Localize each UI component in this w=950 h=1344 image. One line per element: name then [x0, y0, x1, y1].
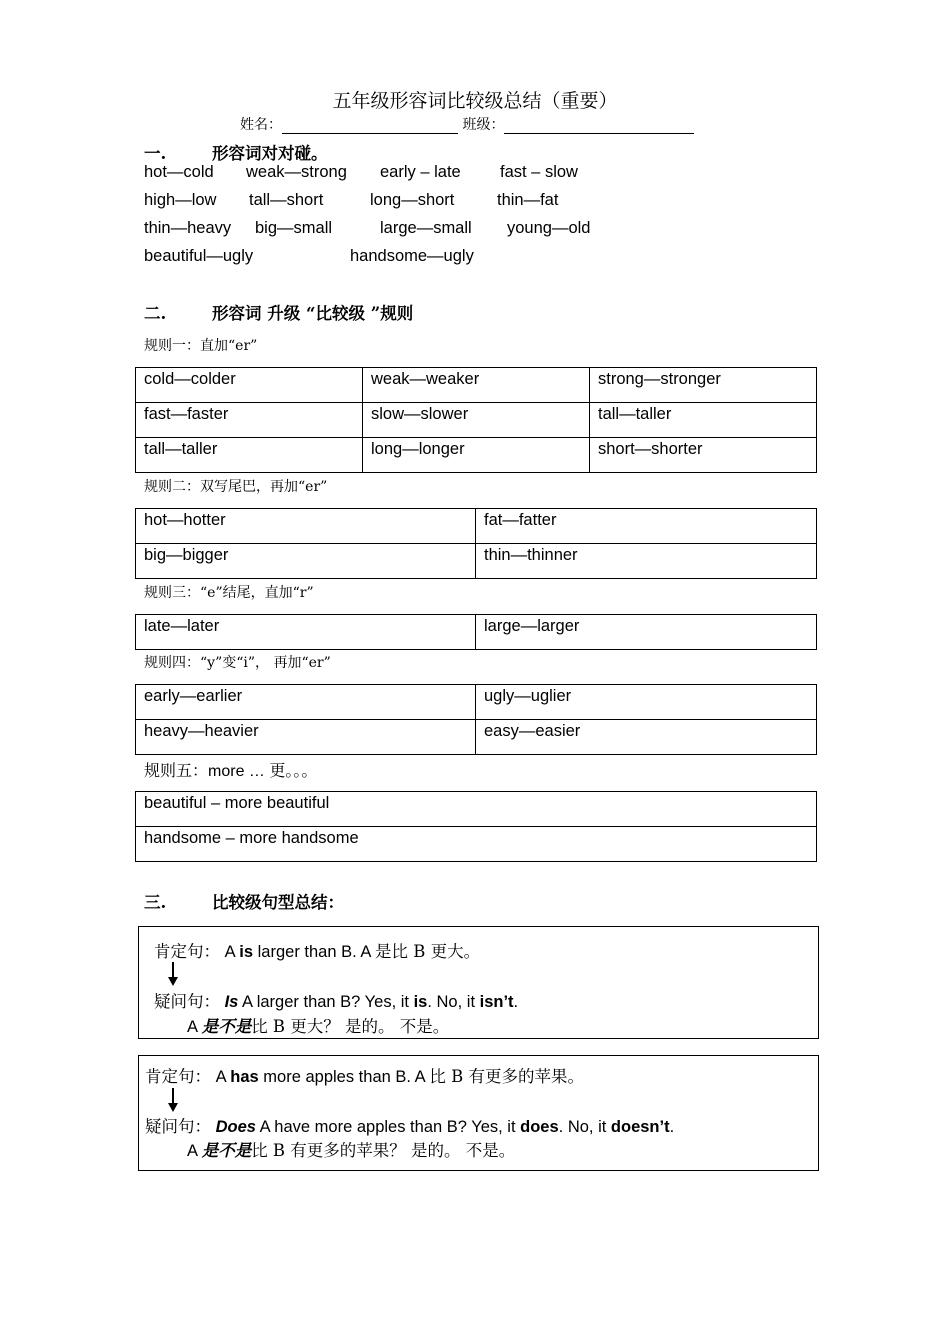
table-cell: beautiful – more beautiful [136, 792, 817, 827]
pair-item: high—low [144, 191, 217, 209]
question-label: 疑问句： [154, 992, 220, 1011]
pair-item: handsome—ugly [350, 247, 474, 265]
section1-heading: 形容词对对碰。 [212, 144, 328, 163]
table-cell: handsome – more handsome [136, 827, 817, 862]
box1-q-is: Is [224, 993, 239, 1011]
table-row [136, 720, 817, 755]
pair-item: tall—short [249, 191, 324, 209]
down-arrow-head-icon [168, 977, 178, 986]
box1-pos-is: is [239, 943, 254, 961]
box2-chinese-line [187, 1137, 515, 1161]
down-arrow-head-icon [168, 1103, 178, 1112]
box1-positive-line [154, 938, 480, 962]
pair-item: thin—heavy [144, 219, 232, 237]
box2-positive-line [145, 1063, 584, 1087]
positive-label: 肯定句： [145, 1067, 211, 1086]
rule5-label-prefix: 规则五： [144, 761, 209, 780]
name-class-line [240, 114, 694, 134]
table-cell: thin—thinner [476, 544, 817, 579]
box2-q-yes: does [520, 1118, 559, 1136]
box2-pos-rest: more apples than B. A [258, 1068, 430, 1086]
box1-pos-cn: 是比 B 更大。 [375, 942, 481, 961]
section3-number: 三. [144, 893, 167, 912]
rule3-label: 规则三：“e”结尾，直加“r” [144, 585, 314, 601]
box1-chinese-line [187, 1013, 449, 1037]
table-cell: large—larger [476, 615, 817, 650]
class-blank [504, 119, 694, 134]
down-arrow-icon [172, 962, 174, 978]
table-cell: ugly—uglier [476, 685, 817, 720]
box1-question-line [154, 988, 518, 1012]
table-cell: cold—colder [136, 368, 363, 403]
box1-q-yes: is [413, 993, 428, 1011]
box2-q-rest: A have more apples than B? Yes, it [255, 1118, 521, 1136]
box1-cn-a: A [187, 1018, 202, 1036]
box1-q-rest: A larger than B? Yes, it [238, 993, 414, 1011]
rule4-label: 规则四：“y”变“i”， 再加“er” [144, 655, 331, 671]
pair-item: big—small [255, 219, 333, 237]
table-cell: early—earlier [136, 685, 476, 720]
box2-question-line [145, 1113, 674, 1137]
pair-item: beautiful—ugly [144, 247, 254, 265]
positive-label: 肯定句： [154, 942, 220, 961]
section2-number: 二. [144, 304, 167, 323]
box2-q-end: . [669, 1118, 675, 1136]
table-cell: heavy—heavier [136, 720, 476, 755]
box2-cn-a: A [187, 1142, 202, 1160]
table-cell: big—bigger [136, 544, 476, 579]
box1-q-end: . [513, 993, 519, 1011]
table-row [136, 509, 817, 544]
table-row [136, 685, 817, 720]
table-row [136, 792, 817, 827]
table-cell: late—later [136, 615, 476, 650]
box2-pos-a: A [215, 1068, 231, 1086]
rule2-label: 规则二：双写尾巴，再加“er” [144, 479, 328, 495]
rule1-table [135, 367, 817, 473]
box2-q-mid: . No, it [558, 1118, 611, 1136]
page-title: 五年级形容词比较级总结（重要） [332, 90, 618, 112]
rule1-label: 规则一：直加“er” [144, 338, 258, 354]
box1-q-mid: . No, it [427, 993, 480, 1011]
pair-item: hot—cold [144, 163, 214, 181]
rule3-table [135, 614, 817, 650]
box2-q-does: Does [215, 1118, 256, 1136]
section3-heading: 比较级句型总结： [212, 893, 344, 912]
section2-heading: 形容词 升级 “比较级 ”规则 [212, 304, 414, 323]
table-cell: tall—taller [590, 403, 817, 438]
box2-cn-rest: 比 B 有更多的苹果？ 是的。 不是。 [251, 1141, 516, 1160]
pair-item: long—short [370, 191, 455, 209]
table-row [136, 403, 817, 438]
box1-cn-shibushi: 是不是 [201, 1017, 252, 1036]
table-cell: short—shorter [590, 438, 817, 473]
box2-cn-shibushi: 是不是 [201, 1141, 252, 1160]
pair-item: large—small [380, 219, 472, 237]
table-cell: long—longer [363, 438, 590, 473]
rule5-label-more: more … [208, 763, 270, 780]
name-blank [282, 119, 458, 134]
section1-number: 一. [144, 144, 167, 163]
box1-pos-rest: larger than B. A [253, 943, 376, 961]
rule4-table [135, 684, 817, 755]
pair-item: early – late [380, 163, 461, 181]
table-cell: easy—easier [476, 720, 817, 755]
table-row [136, 368, 817, 403]
pair-item: thin—fat [497, 191, 559, 209]
down-arrow-icon [172, 1088, 174, 1104]
table-cell: tall—taller [136, 438, 363, 473]
table-cell: hot—hotter [136, 509, 476, 544]
class-label: 班级： [462, 117, 505, 133]
table-cell: weak—weaker [363, 368, 590, 403]
table-cell: strong—stronger [590, 368, 817, 403]
question-label: 疑问句： [145, 1117, 211, 1136]
box1-cn-rest: 比 B 更大？ 是的。 不是。 [251, 1017, 450, 1036]
rule5-table [135, 791, 817, 862]
table-cell: fast—faster [136, 403, 363, 438]
pair-item: young—old [507, 219, 591, 237]
table-row [136, 544, 817, 579]
box2-q-no: doesn’t [610, 1118, 670, 1136]
table-cell: fat—fatter [476, 509, 817, 544]
name-label: 姓名： [240, 117, 282, 133]
pair-item: weak—strong [246, 163, 347, 181]
box2-pos-cn: 比 B 有更多的苹果。 [429, 1067, 584, 1086]
table-cell: slow—slower [363, 403, 590, 438]
box1-q-no: isn’t [479, 993, 514, 1011]
box2-pos-has: has [230, 1068, 259, 1086]
rule5-label-suffix: 更。。。 [269, 761, 318, 780]
table-row [136, 827, 817, 862]
rule2-table [135, 508, 817, 579]
box1-pos-a: A [224, 943, 240, 961]
pair-item: fast – slow [500, 163, 578, 181]
table-row [136, 615, 817, 650]
table-row [136, 438, 817, 473]
rule5-label [144, 758, 317, 781]
